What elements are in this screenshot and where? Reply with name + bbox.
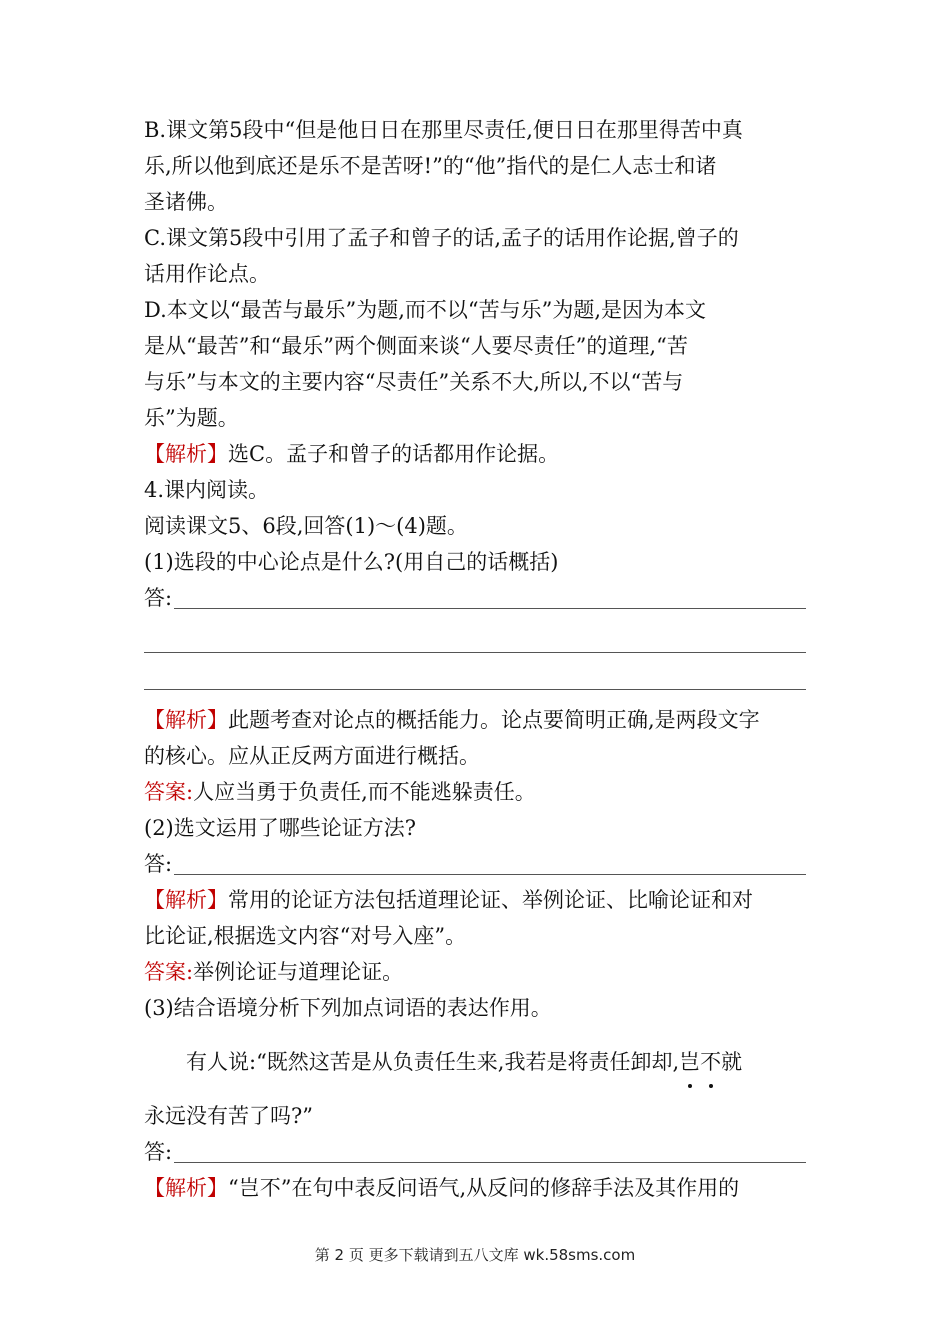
option-d-line-1: D.本文以“最苦与最乐”为题,而不以“苦与乐”为题,是因为本文	[144, 298, 707, 322]
dotted-char-bu: 不	[700, 1050, 722, 1074]
option-b-line-2: 乐,所以他到底还是乐不是苦呀!”的“他”指代的是仁人志士和诸	[144, 154, 717, 178]
answer-label: 答:	[144, 586, 173, 610]
page-footer: 第 2 页 更多下载请到五八文库 wk.58sms.com	[314, 1246, 636, 1264]
answer-blank-3[interactable]	[144, 665, 806, 690]
quote-line-2: 永远没有苦了吗?”	[144, 1104, 313, 1128]
option-c-line-2: 话用作论点。	[144, 262, 270, 286]
answer-1	[144, 774, 806, 810]
document-page	[144, 112, 806, 1206]
sub-question-1: (1)选段的中心论点是什么?(用自己的话概括)	[144, 550, 559, 574]
answer-blank[interactable]	[174, 584, 806, 609]
answer-label: 答:	[144, 1140, 173, 1164]
answer-text: 人应当勇于负责任,而不能逃躲责任。	[193, 780, 536, 804]
quote-line-1	[144, 1044, 806, 1080]
dotted-char-qi: 岂	[679, 1050, 701, 1074]
answer-blank[interactable]	[174, 1138, 806, 1163]
option-d-line-3: 与乐”与本文的主要内容“尽责任”关系不大,所以,不以“苦与	[144, 370, 684, 394]
analysis-label: 【解析】	[144, 888, 228, 912]
analysis-text: 此题考查对论点的概括能力。论点要简明正确,是两段文字	[228, 708, 760, 732]
question-4-title: 4.课内阅读。	[144, 478, 270, 502]
sub-question-3: (3)结合语境分析下列加点词语的表达作用。	[144, 996, 552, 1020]
analysis-text: “岂不”在句中表反问语气,从反问的修辞手法及其作用的	[228, 1176, 740, 1200]
analysis-3-line-1	[144, 1170, 806, 1206]
answer-key-label: 答案:	[144, 960, 194, 984]
option-b-line-3: 圣诸佛。	[144, 190, 228, 214]
analysis-2-line-1	[144, 882, 806, 918]
answer-text: 举例论证与道理论证。	[193, 960, 404, 984]
answer-line-q2	[144, 846, 806, 882]
question-4-intro: 阅读课文5、6段,回答(1)～(4)题。	[144, 514, 468, 538]
option-d-line-4: 乐”为题。	[144, 406, 239, 430]
answer-line-1	[144, 580, 806, 616]
option-b-line-1: B.课文第5段中“但是他日日在那里尽责任,便日日在那里得苦中真	[144, 118, 743, 142]
quote-text-end: 就	[721, 1050, 743, 1074]
analysis-label: 【解析】	[144, 442, 228, 466]
analysis-label: 【解析】	[144, 1176, 228, 1200]
analysis-label: 【解析】	[144, 708, 228, 732]
answer-key-label: 答案:	[144, 780, 194, 804]
option-c-line-1: C.课文第5段中引用了孟子和曾子的话,孟子的话用作论据,曾子的	[144, 226, 739, 250]
analysis-1-line-2: 的核心。应从正反两方面进行概括。	[144, 744, 480, 768]
answer-blank-2[interactable]	[144, 628, 806, 653]
quote-text: 有人说:“既然这苦是从负责任生来,我若是将责任卸却,	[186, 1050, 680, 1074]
sub-question-2: (2)选文运用了哪些论证方法?	[144, 816, 417, 840]
answer-line-q3	[144, 1134, 806, 1170]
answer-2	[144, 954, 806, 990]
analysis-2-line-2: 比论证,根据选文内容“对号入座”。	[144, 924, 467, 948]
answer-blank[interactable]	[174, 850, 806, 875]
option-d-line-2: 是从“最苦”和“最乐”两个侧面来谈“人要尽责任”的道理,“苦	[144, 334, 688, 358]
analysis-1-line-1	[144, 702, 806, 738]
analysis-text: 常用的论证方法包括道理论证、举例论证、比喻论证和对	[228, 888, 753, 912]
analysis-text: 选C。孟子和曾子的话都用作论据。	[228, 442, 560, 466]
answer-label: 答:	[144, 852, 173, 876]
analysis-q3	[144, 436, 806, 472]
